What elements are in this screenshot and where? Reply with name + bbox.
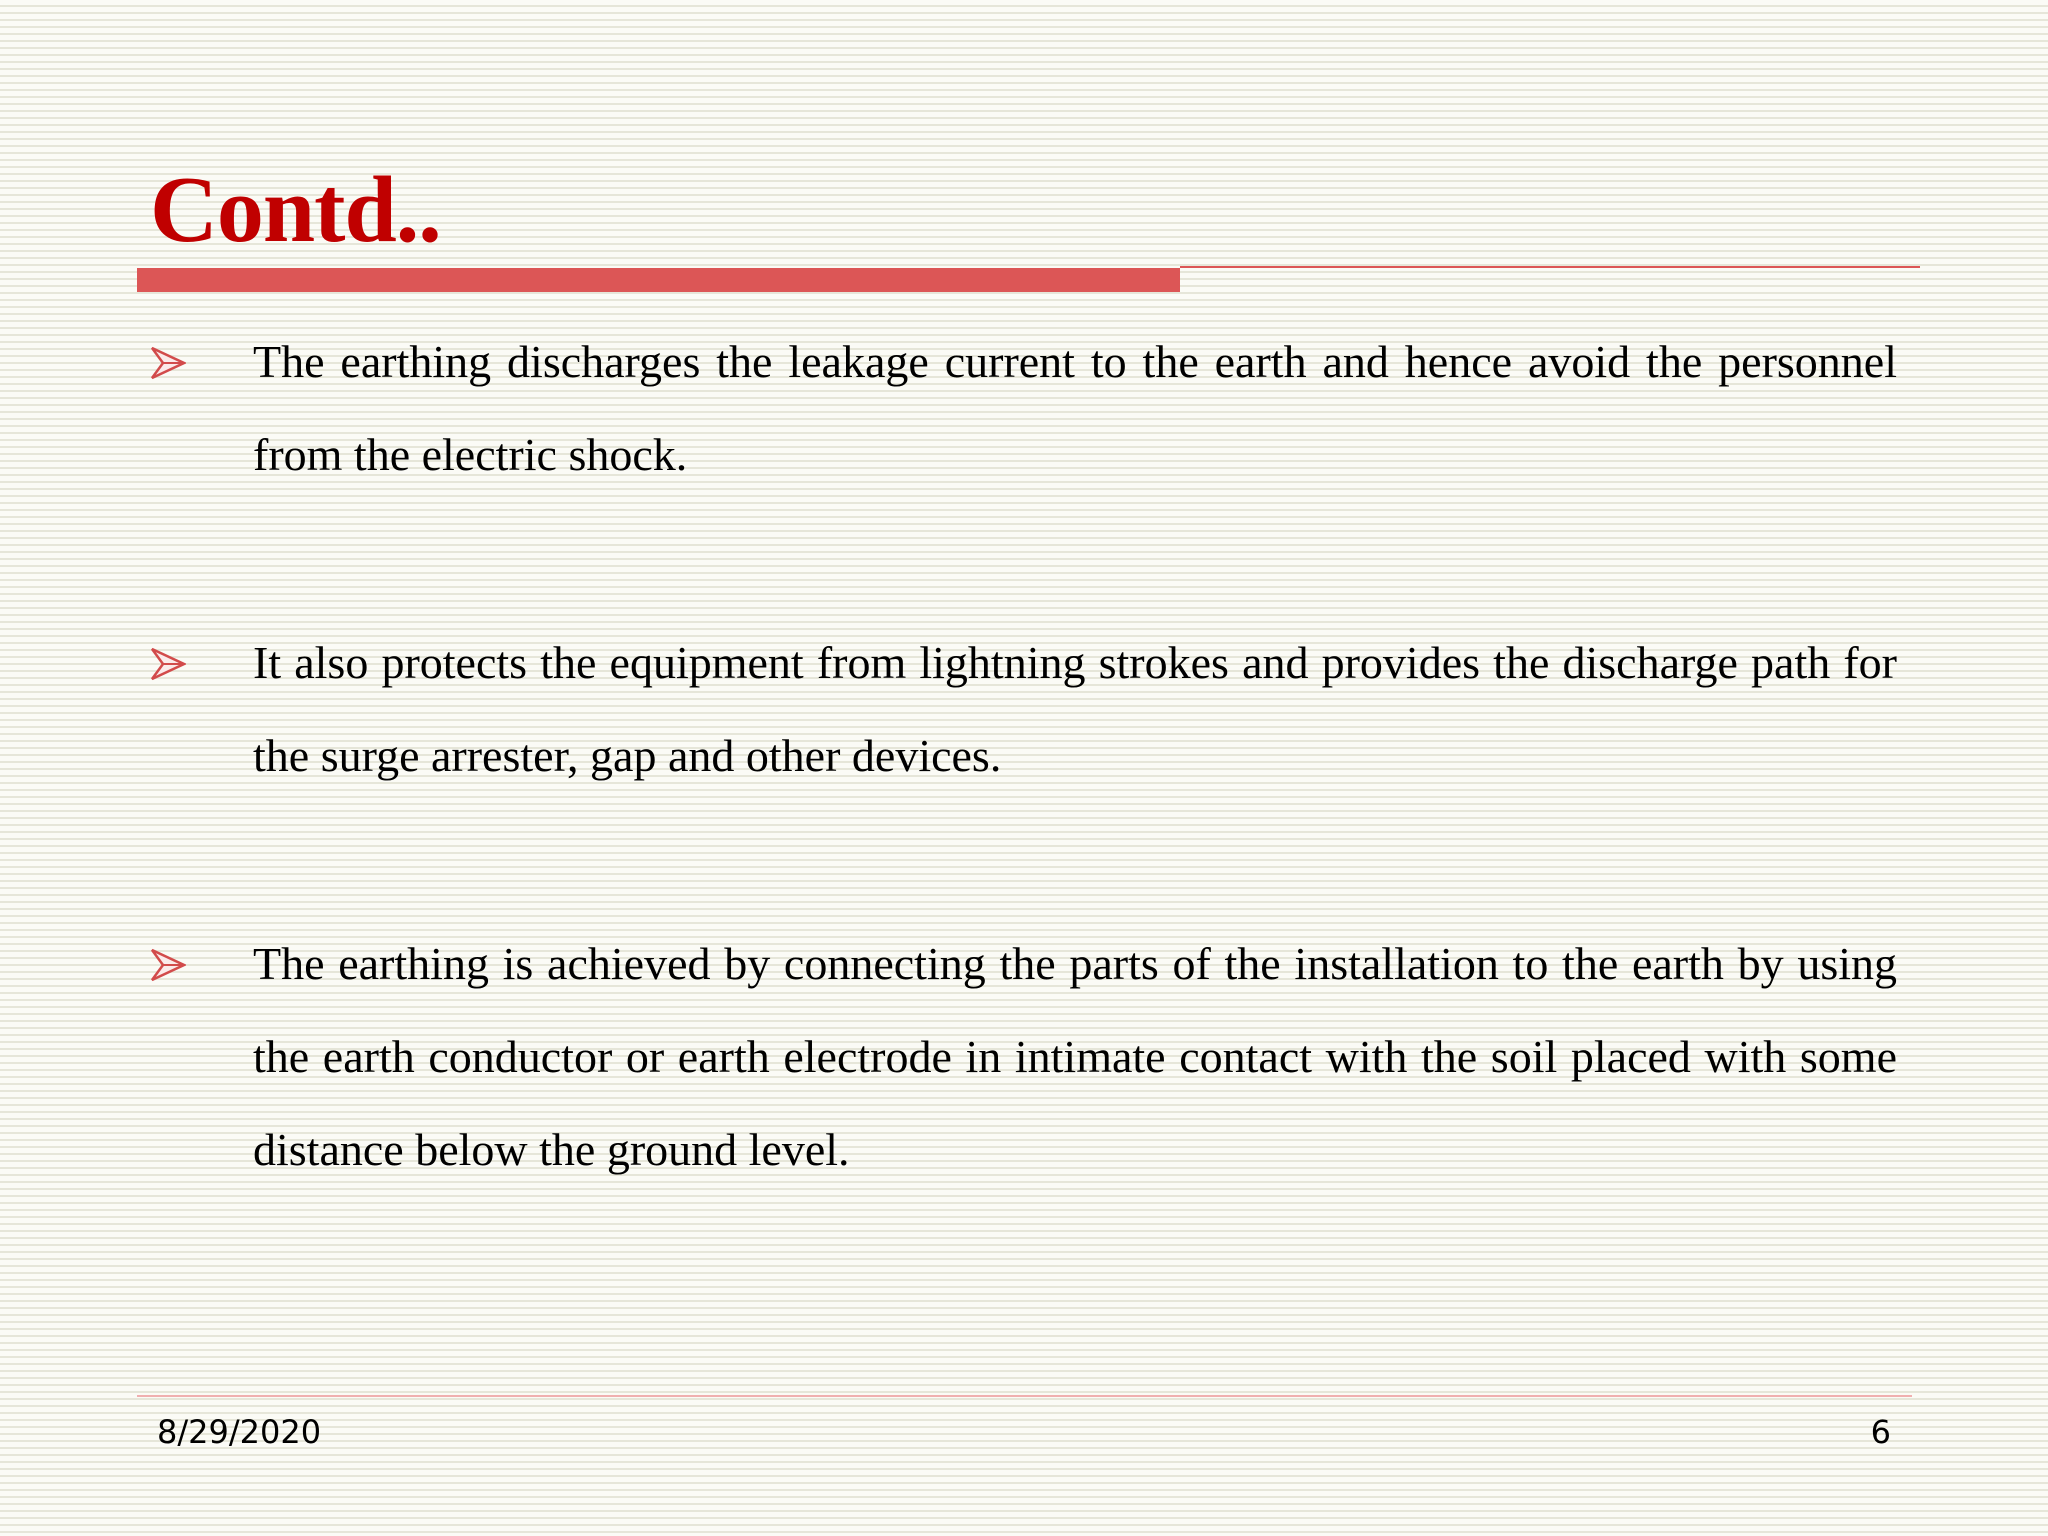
title-underline-rule: [1180, 266, 1920, 268]
footer-date: 8/29/2020: [157, 1413, 322, 1451]
title-underline-bar: [137, 268, 1180, 292]
bullet-item: [150, 616, 1897, 802]
bullet-text: The earthing is achieved by connecting the parts of the installation to the earth by using the earth conductor or earth electrode in intimate contact with the soil placed with some distance below the ground level.: [253, 938, 1897, 1175]
slide-title: Contd..: [150, 158, 441, 262]
arrow-bullet-icon: [150, 947, 186, 983]
bullet-text: The earthing discharges the leakage current to the earth and hence avoid the personnel from the electric shock.: [253, 336, 1897, 480]
footer-divider: [137, 1395, 1912, 1397]
bullet-list: [150, 315, 1897, 1311]
bullet-item: [150, 917, 1897, 1196]
page-number: 6: [1870, 1413, 1891, 1451]
bullet-item: [150, 315, 1897, 501]
arrow-bullet-icon: [150, 646, 186, 682]
bullet-text: It also protects the equipment from lightning strokes and provides the discharge path for the surge arrester, gap and other devices.: [253, 637, 1897, 781]
arrow-bullet-icon: [150, 345, 186, 381]
